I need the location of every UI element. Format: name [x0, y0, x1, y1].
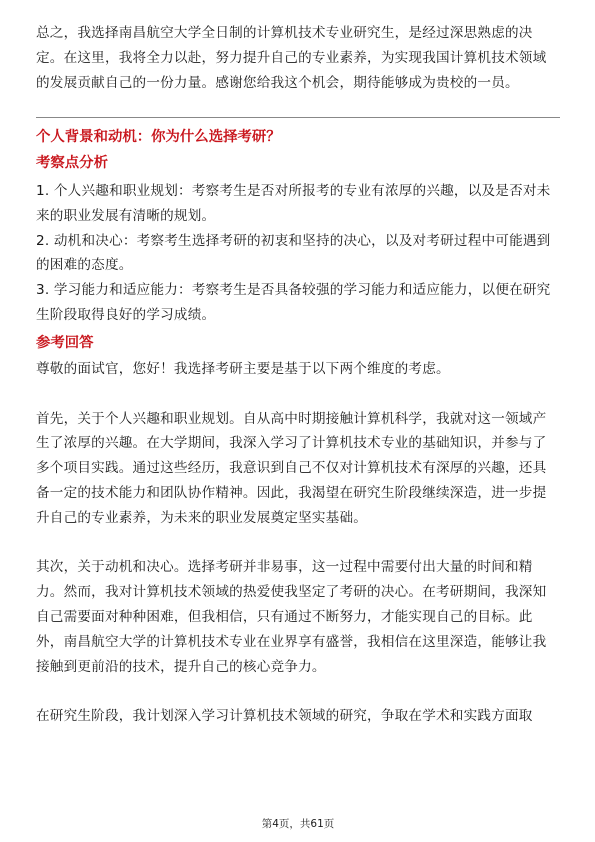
paragraph-gap	[36, 531, 560, 556]
page-footer: 第4页，共61页	[261, 818, 335, 830]
document-page	[36, 0, 560, 842]
analysis-list	[36, 179, 560, 328]
paragraph-gap	[36, 679, 560, 704]
analysis-label: 考察点分析	[36, 155, 108, 171]
analysis-item: 3. 学习能力和适应能力：考察考生是否具备较强的学习能力和适应能力，以便在研究生阶段取得良好的学习成绩。	[36, 282, 551, 323]
section-divider	[36, 117, 560, 118]
answer-paragraph: 其次，关于动机和决心。选择考研并非易事，这一过程中需要付出大量的时间和精力。然而，我对计算机技术领域的热爱使我坚定了考研的决心。在考研期间，我深知自己需要面对种种困难，但我相信，只有通过不断努力，才能实现自己的目标。此外，南昌航空大学的计算机技术专业在业界享有盛誉，我相信在这里深造，能够让我接触到更前沿的技术，提升自己的核心竞争力。	[36, 559, 547, 675]
answer-paragraph: 首先，关于个人兴趣和职业规划。自从高中时期接触计算机科学，我就对这一领域产生了浓厚的兴趣。在大学期间，我深入学习了计算机技术专业的基础知识，并参与了多个项目实践。通过这些经历，我意识到自己不仅对计算机技术有深厚的兴趣，还具备一定的技术能力和团队协作精神。因此，我渴望在研究生阶段继续深造，进一步提升自己的专业素养，为未来的职业发展奠定坚实基础。	[36, 410, 547, 526]
analysis-item: 1. 个人兴趣和职业规划：考察考生是否对所报考的专业有浓厚的兴趣，以及是否对未来的职业发展有清晰的规划。	[36, 183, 551, 224]
intro-paragraph: 总之，我选择南昌航空大学全日制的计算机技术专业研究生，是经过深思熟虑的决定。在这里，我将全力以赴，努力提升自己的专业素养，为实现我国计算机技术领域的发展贡献自己的一份力量。感谢您给我这个机会，期待能够成为贵校的一员。	[36, 25, 547, 91]
question-heading: 个人背景和动机：你为什么选择考研？	[36, 129, 281, 145]
answer-body	[36, 357, 560, 729]
answer-label: 参考回答	[36, 335, 94, 351]
paragraph-gap	[36, 382, 560, 407]
analysis-item: 2. 动机和决心：考察考生选择考研的初衷和坚持的决心，以及对考研过程中可能遇到的困难的态度。	[36, 232, 551, 274]
answer-paragraph: 尊敬的面试官，您好！我选择考研主要是基于以下两个维度的考虑。	[36, 361, 450, 377]
answer-paragraph: 在研究生阶段，我计划深入学习计算机技术领域的研究，争取在学术和实践方面取	[36, 708, 533, 725]
